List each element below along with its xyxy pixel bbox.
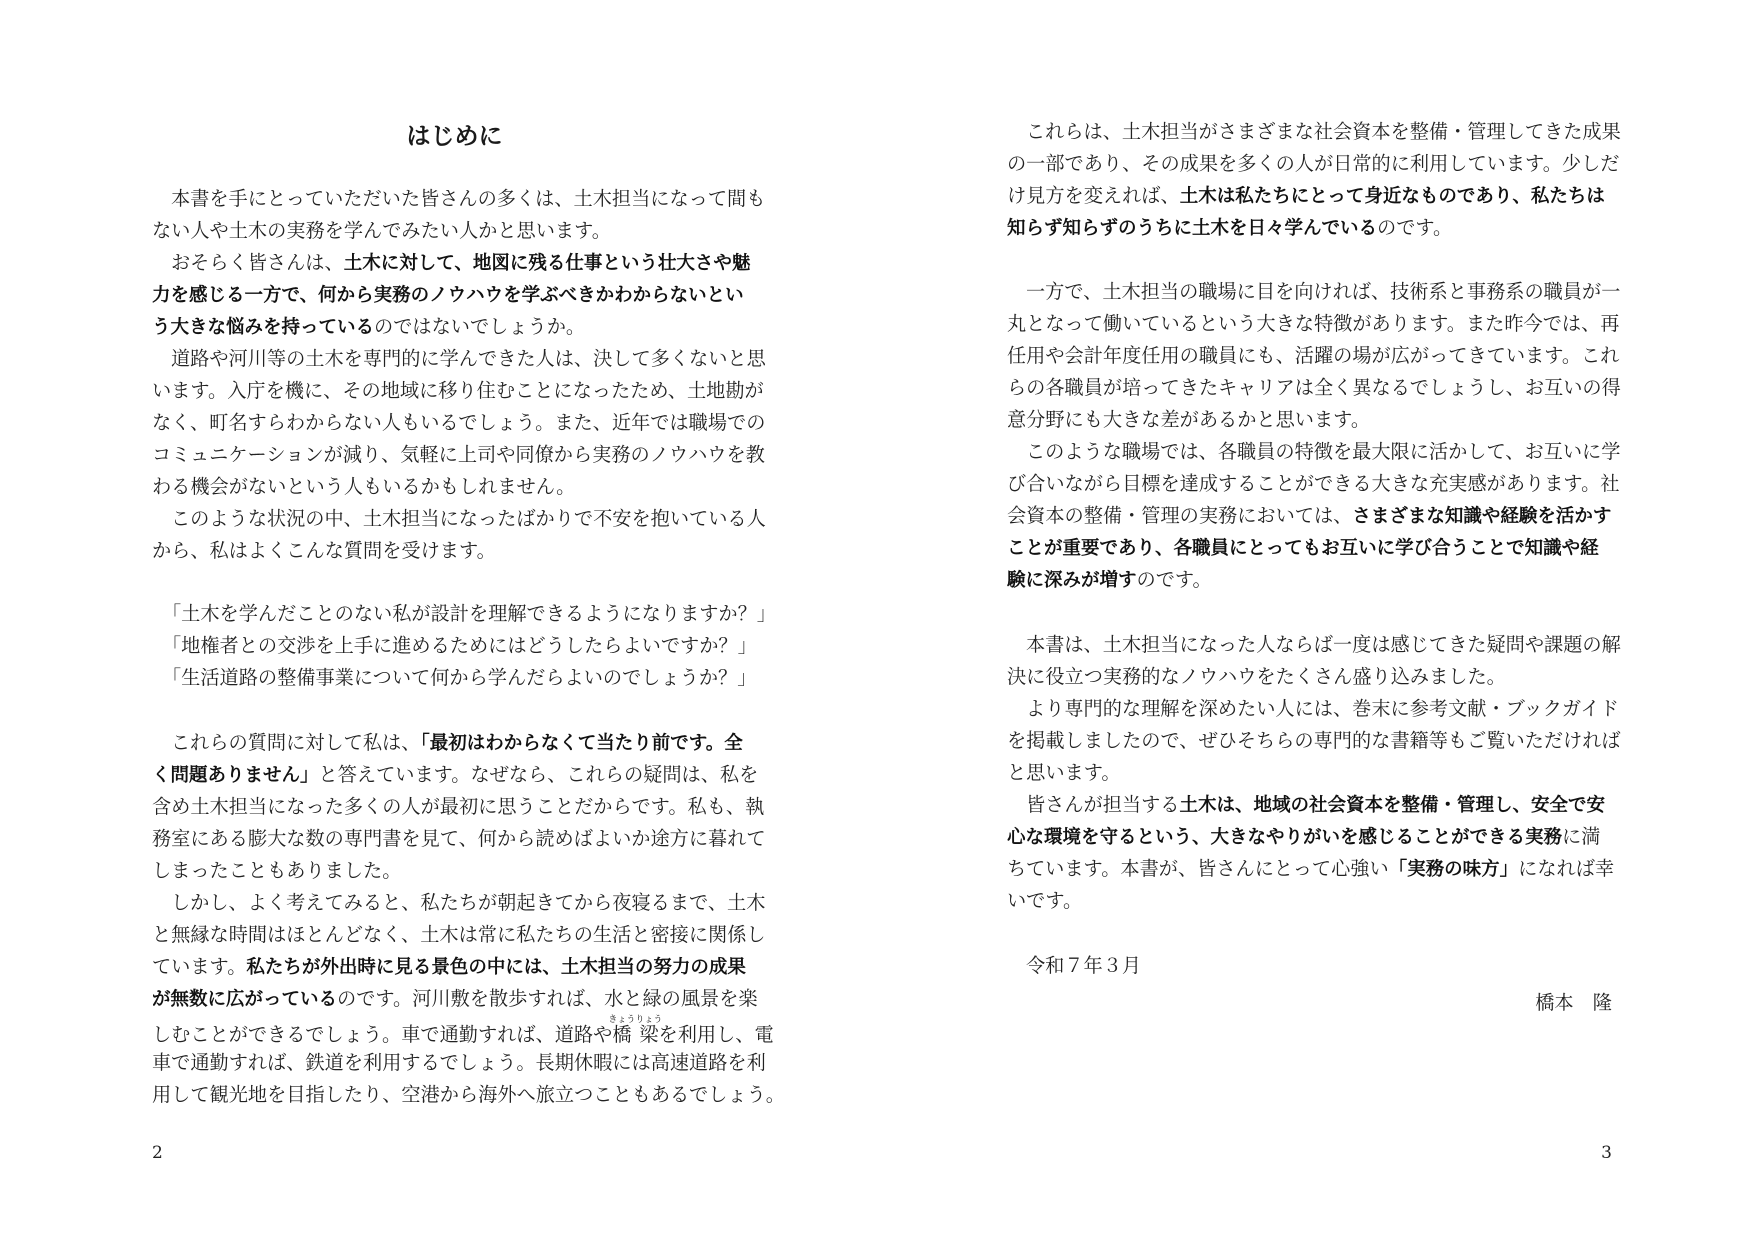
text-line [1007,789,1612,821]
text-line [1007,212,1612,244]
ruby-reading: きょうりょう [608,1015,663,1025]
emphasis-text: 私たちが外出時に見る景色の中には、土木担当の努力の成果 [246,957,746,978]
quote-line [152,662,757,694]
body-text: ちています。本書が、皆さんにとって心強い [1007,857,1389,880]
text-line [152,951,757,983]
quote-line [152,630,757,662]
body-text: より専門的な理解を深めたい人には、巻末に参考文献・ブックガイド [1026,697,1619,720]
body-text: このような状況の中、土木担当になったばかりで不安を抱いている人 [171,507,766,530]
body-text: 道路や河川等の土木を専門的に学んできた人は、決して多くないと思 [171,347,766,370]
page-title: はじめに [406,122,503,150]
body-text: なく、町名すらわからない人もいるでしょう。また、近年では職場での [152,411,766,434]
emphasis-text: 験に深みが増す [1007,570,1137,591]
text-line [1007,372,1621,404]
text-line [152,279,757,311]
text-line [152,439,765,471]
body-text: に満 [1562,825,1601,848]
body-text: 一方で、土木担当の職場に目を向ければ、技術系と事務系の職員が一 [1026,280,1621,303]
body-text: になれば幸 [1518,857,1615,880]
text-line [152,247,757,279]
text-line [152,183,766,215]
text-line [1007,468,1620,500]
body-text: 本書は、土木担当になった人ならば一度は感じてきた疑問や課題の解 [1026,633,1621,656]
ruby-term: 橋梁きょうりょう [608,1015,663,1046]
text-line [152,983,757,1015]
text-line [152,791,765,823]
emphasis-text: う大きな悩みを持っている [152,317,375,338]
text-line [152,759,757,791]
quote-line [152,598,776,630]
text-line [152,343,766,375]
emphasis-text: 「実務の味方」 [1388,859,1519,880]
text-line [1007,661,1612,693]
text-line [152,215,757,247]
body-text: のではないでしょうか。 [374,315,586,338]
body-text: ない人や土木の実務を学んでみたい人かと思います。 [152,219,611,242]
author-signature [1007,987,1612,1019]
emphasis-text: 力を感じる一方で、何から実務のノウハウを学ぶべきかわからないとい [152,285,744,306]
body-text: のです。河川敷を散歩すれば、水と緑の風景を楽 [337,987,758,1010]
body-text: いです。 [1007,889,1083,912]
body-text: び合いながら目標を達成することができる大きな充実感があります。社 [1007,472,1620,495]
text-line [152,1079,785,1111]
text-line [1007,693,1619,725]
text-line [1007,180,1612,212]
emphasis-text: く問題ありません」 [152,765,319,786]
body-text: 意分野にも大きな差があるかと思います。 [1007,408,1371,431]
text-line [1007,116,1621,148]
text-line [1007,340,1620,372]
text-line [152,823,766,855]
emphasis-text: 「最初はわからなくて当たり前です。全 [420,733,743,754]
text-line [152,1015,774,1047]
text-line [1007,821,1612,853]
body-text: 令和７年３月 [1026,954,1142,977]
body-text: 含め土木担当になった多くの人が最初に思うことだからです。私も、執 [152,795,765,818]
text-line [152,503,766,535]
body-text: わる機会がないという人もいるかもしれません。 [152,475,576,498]
body-text: ています。 [152,955,247,978]
body-text: と答えています。なぜなら、これらの疑問は、私を [318,763,759,786]
body-text: 皆さんが担当する [1026,793,1180,816]
page-number: 3 [1601,1143,1612,1163]
text-line [152,887,766,919]
text-line [152,407,766,439]
body-text: います。入庁を機に、その地域に移り住むことになったため、土地勘が [152,379,764,402]
emphasis-text: 知らず知らずのうちに土木を日々学んでいる [1007,218,1378,239]
emphasis-text: さまざまな知識や経験を活かす [1352,506,1612,527]
text-line [152,855,757,887]
body-text: しまったこともありました。 [152,859,402,882]
text-line [1007,404,1612,436]
emphasis-text: ことが重要であり、各職員にとってもお互いに学び合うことで知識や経 [1007,538,1599,559]
body-text: 「生活道路の整備事業について何から学んだらよいのでしょうか？」 [162,666,757,689]
body-text: のです。 [1377,216,1453,239]
text-line [1007,276,1621,308]
body-text: け見方を変えれば、 [1007,184,1180,207]
text-line [152,1047,766,1079]
body-text: 用して観光地を目指したり、空港から海外へ旅立つこともあるでしょう。 [152,1083,785,1106]
text-line [1007,148,1620,180]
body-text: 務室にある膨大な数の専門書を見て、何から読めばよいか途方に暮れて [152,827,766,850]
text-line [152,919,766,951]
body-text: を利用し、電 [658,1023,774,1046]
text-line [1007,564,1612,596]
text-line [1007,500,1612,532]
date-line [1007,950,1612,982]
body-text: これらは、土木担当がさまざまな社会資本を整備・管理してきた成果 [1026,120,1621,143]
text-line [152,375,764,407]
text-line [152,311,757,343]
page-number: 2 [152,1143,163,1163]
body-text: おそらく皆さんは、 [171,251,344,274]
body-text: これらの質問に対して私は、 [171,731,421,754]
text-line [152,535,757,567]
text-line [152,727,757,759]
emphasis-text: 土木に対して、地図に残る仕事という壮大さや魅 [343,253,751,274]
body-text: コミュニケーションが減り、気軽に上司や同僚から実務のノウハウを教 [152,443,765,466]
body-text: 「地権者との交渉を上手に進めるためにはどうしたらよいですか？」 [162,634,757,657]
body-text: 決に役立つ実務的なノウハウをたくさん盛り込みました。 [1007,665,1506,688]
body-text: しむことができるでしょう。車で通勤すれば、道路や [152,1023,613,1046]
text-line [1007,308,1620,340]
emphasis-text: 土木は、地域の社会資本を整備・管理し、安全で安 [1179,795,1606,816]
emphasis-text: 心な環境を守るという、大きなやりがいを感じることができる実務 [1007,827,1563,848]
body-text: 会資本の整備・管理の実務においては、 [1007,504,1353,527]
body-text: 本書を手にとっていただいた皆さんの多くは、土木担当になって間も [171,187,766,210]
text-line [1007,532,1612,564]
body-text: 橋本 隆 [1535,991,1612,1014]
right-page [1007,0,1621,1240]
body-text: の一部であり、その成果を多くの人が日常的に利用しています。少しだ [1007,152,1620,175]
left-page [152,0,785,1240]
body-text: しかし、よく考えてみると、私たちが朝起きてから夜寝るまで、土木 [171,891,766,914]
text-line [152,471,757,503]
body-text: 任用や会計年度任用の職員にも、活躍の場が広がってきています。これ [1007,344,1620,367]
text-line [1007,725,1621,757]
text-line [1007,757,1612,789]
body-text: と無縁な時間はほとんどなく、土木は常に私たちの生活と密接に関係し [152,923,766,946]
body-text: を掲載しましたので、ぜひそちらの専門的な書籍等もご覧いただければ [1007,729,1621,752]
body-text: 「土木を学んだことのない私が設計を理解できるようになりますか？」 [162,602,776,625]
text-line [1007,436,1621,468]
text-line [1007,885,1612,917]
body-text: このような職場では、各職員の特徴を最大限に活かして、お互いに学 [1026,440,1621,463]
emphasis-text: が無数に広がっている [152,989,338,1010]
emphasis-text: 土木は私たちにとって身近なものであり、私たちは [1179,186,1605,207]
text-line [1007,629,1621,661]
text-line [1007,853,1615,885]
body-text: 丸となって働いているという大きな特徴があります。また昨今では、再 [1007,312,1620,335]
body-text: のです。 [1136,568,1212,591]
body-text: らの各職員が培ってきたキャリアは全く異なるでしょうし、お互いの得 [1007,376,1621,399]
body-text: から、私はよくこんな質問を受けます。 [152,539,496,562]
body-text: と思います。 [1007,761,1121,784]
body-text: 車で通勤すれば、鉄道を利用するでしょう。長期休暇には高速道路を利 [152,1051,766,1074]
